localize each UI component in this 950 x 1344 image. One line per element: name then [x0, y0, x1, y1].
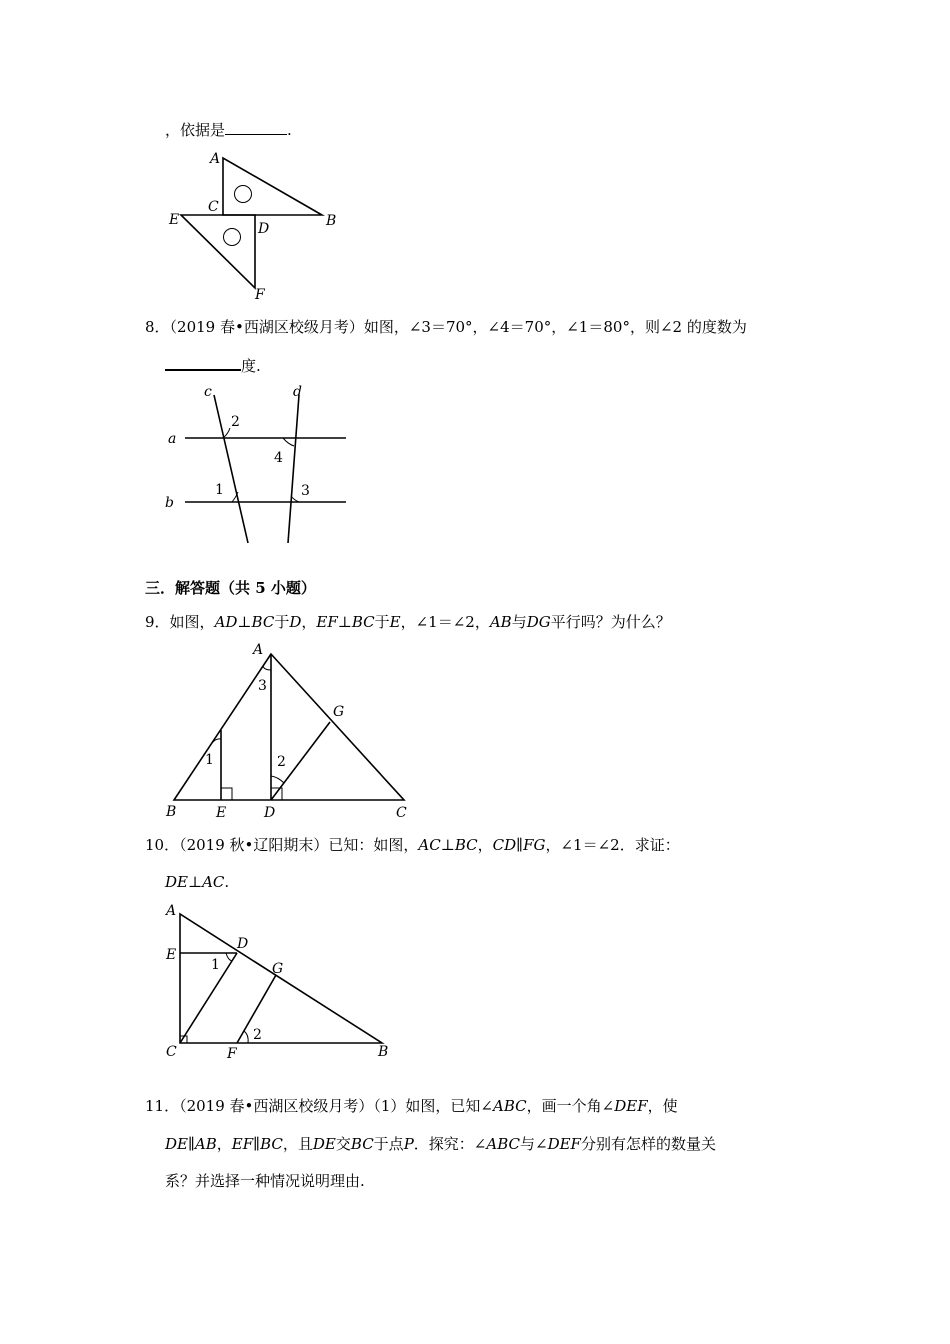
q8-answer-blank[interactable]: [165, 369, 241, 371]
fig9-label-3: 3: [258, 678, 267, 694]
fig9-label-C: C: [396, 805, 407, 821]
fig10-label-G: G: [272, 961, 284, 977]
fig10-label-1: 1: [211, 957, 220, 973]
fig9-label-G: G: [333, 704, 345, 720]
fig10-label-2: 2: [253, 1027, 262, 1043]
fig9-label-1: 1: [205, 752, 214, 768]
fig7-label-A: A: [210, 151, 221, 167]
fig8-label-d: d: [293, 384, 302, 400]
figure-q7: [160, 145, 350, 305]
q8-line2: 度.: [165, 356, 261, 376]
figure-q8: [160, 380, 360, 550]
fig7-label-F: F: [255, 287, 265, 303]
fig9-label-2: 2: [277, 754, 286, 770]
fig8-label-4: 4: [274, 450, 283, 466]
fig8-label-c: c: [204, 384, 212, 400]
q11-line1: 11．（2019 春•西湖区校级月考）（1）如图，已知∠ABC，画一个角∠DEF，使: [145, 1097, 678, 1115]
q7-tail: ，依据是 .: [165, 121, 292, 139]
fig7-label-B: B: [326, 213, 337, 229]
figure-q10: [160, 898, 400, 1063]
q9-line1: 9．如图，AD⊥BC于D，EF⊥BC于E，∠1＝∠2，AB与DG平行吗？为什么？: [145, 613, 671, 631]
fig10-label-B: B: [378, 1044, 389, 1060]
fig8-label-3: 3: [301, 483, 310, 499]
fig10-label-D: D: [237, 936, 249, 952]
fig7-label-C: C: [208, 199, 219, 215]
fig8-label-a: a: [168, 431, 177, 447]
fig10-label-A: A: [166, 903, 177, 919]
fig10-label-C: C: [166, 1044, 177, 1060]
section-heading: 三．解答题（共 5 小题）: [145, 579, 316, 597]
fig7-label-E: E: [169, 212, 180, 228]
fig8-label-b: b: [165, 495, 174, 511]
q10-line1: 10．（2019 秋•辽阳期末）已知：如图，AC⊥BC，CD∥FG，∠1＝∠2．求证：: [145, 836, 680, 854]
fig7-label-D: D: [258, 221, 270, 237]
q11-line3: 系？并选择一种情况说明理由.: [165, 1172, 365, 1190]
q11-line2: DE∥AB，EF∥BC，且DE交BC于点P．探究：∠ABC与∠DEF分别有怎样的数量关: [165, 1135, 716, 1153]
q8-line1: 8．（2019 春•西湖区校级月考）如图，∠3＝70°，∠4＝70°，∠1＝80°，则∠2 的度数为: [145, 318, 747, 336]
figure-q9: [160, 640, 420, 825]
fig10-label-F: F: [227, 1046, 237, 1062]
fig10-label-E: E: [166, 947, 177, 963]
q7-answer-blank[interactable]: [225, 134, 287, 135]
fig8-label-1: 1: [215, 482, 224, 498]
q10-line2: DE⊥AC.: [165, 873, 230, 891]
fig9-label-E: E: [216, 805, 227, 821]
fig9-label-A: A: [253, 642, 264, 658]
fig9-label-B: B: [166, 804, 177, 820]
fig8-label-2: 2: [231, 414, 240, 430]
fig9-label-D: D: [264, 805, 276, 821]
